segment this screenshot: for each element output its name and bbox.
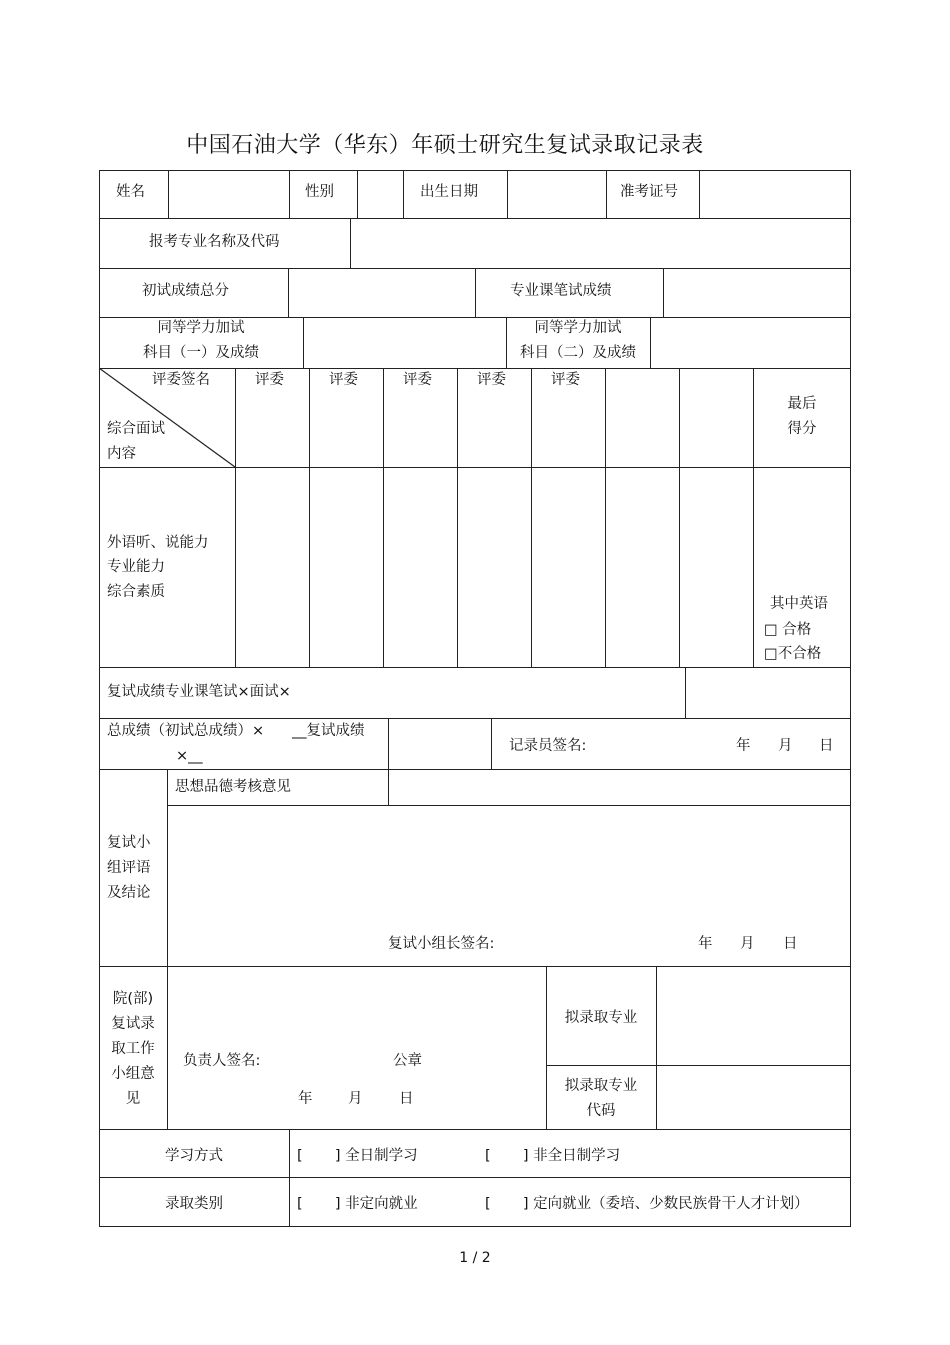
dept-label-line5: 见	[125, 1091, 141, 1107]
english-label: 其中英语	[770, 596, 828, 612]
col-divider	[383, 368, 384, 667]
row-divider	[168, 805, 851, 806]
col-divider	[289, 170, 290, 218]
admit-code-line2: 代码	[586, 1103, 616, 1119]
col-divider	[475, 268, 476, 317]
row-divider	[99, 667, 851, 668]
col-divider	[531, 368, 532, 667]
col-divider	[699, 170, 700, 218]
study-mode-label: 学习方式	[165, 1148, 223, 1164]
row-divider	[99, 218, 851, 219]
english-fail-checkbox[interactable]: □不合格	[764, 646, 822, 662]
retest-score-label: 复试成绩专业课笔试×面试×	[107, 684, 291, 700]
row-divider	[99, 1177, 851, 1178]
col-divider	[388, 718, 389, 769]
major-name-code-label: 报考专业名称及代码	[149, 234, 280, 250]
name-label: 姓名	[116, 184, 145, 200]
row-divider	[99, 769, 851, 770]
total-score-line1a: 总成绩（初试总成绩）×	[107, 723, 265, 739]
col-divider	[168, 170, 169, 218]
col-divider	[403, 170, 404, 218]
row-divider	[99, 1129, 851, 1130]
seal-label: 公章	[393, 1053, 422, 1069]
col-divider	[388, 769, 389, 805]
ability-line2: 专业能力	[107, 559, 165, 575]
extra-subject-1-line1: 同等学力加试	[157, 320, 245, 336]
col-divider	[289, 1129, 290, 1227]
date-month: 月	[778, 738, 793, 754]
col-divider	[663, 268, 664, 317]
group-label-line3: 及结论	[107, 885, 151, 901]
date-year: 年	[698, 936, 713, 952]
judge-label: 评委	[551, 372, 580, 388]
part-time-option[interactable]: [ ] 非全日制学习	[485, 1148, 621, 1164]
ability-line3: 综合素质	[107, 584, 165, 600]
gender-label: 性别	[305, 184, 334, 200]
birth-date-label: 出生日期	[420, 184, 478, 200]
date-month: 月	[348, 1091, 363, 1107]
english-pass-checkbox[interactable]: □ 合格	[764, 622, 812, 638]
judge-label: 评委	[477, 372, 506, 388]
row-divider	[546, 1065, 851, 1066]
judge-label: 评委	[329, 372, 358, 388]
col-divider	[491, 718, 492, 769]
admit-type-label: 录取类别	[165, 1196, 223, 1212]
date-year: 年	[736, 738, 751, 754]
full-time-option[interactable]: [ ] 全日制学习	[297, 1148, 418, 1164]
group-label-line2: 组评语	[107, 860, 151, 876]
page-number: 1 / 2	[459, 1250, 491, 1266]
extra-subject-2-line1: 同等学力加试	[534, 320, 622, 336]
dept-label-line1: 院(部)	[112, 991, 154, 1007]
date-day: 日	[819, 738, 834, 754]
col-divider	[167, 769, 168, 966]
col-divider	[309, 368, 310, 667]
col-divider	[685, 667, 686, 718]
form-title: 中国石油大学（华东）年硕士研究生复试录取记录表	[186, 133, 704, 158]
row-divider	[99, 966, 851, 967]
owner-sign-label: 负责人签名:	[183, 1053, 261, 1069]
col-divider	[357, 170, 358, 218]
extra-subject-1-line2: 科目（一）及成绩	[143, 345, 259, 361]
date-year: 年	[298, 1091, 313, 1107]
judge-sign-label: 评委签名	[152, 372, 210, 388]
major-written-label: 专业课笔试成绩	[510, 283, 612, 299]
directed-option[interactable]: [ ] 定向就业（委培、少数民族骨干人才计划）	[485, 1196, 809, 1212]
col-divider	[605, 368, 606, 667]
interview-content-line2: 内容	[107, 446, 136, 462]
non-directed-option[interactable]: [ ] 非定向就业	[297, 1196, 418, 1212]
col-divider	[606, 170, 607, 218]
col-divider	[288, 268, 289, 317]
moral-review-label: 思想品德考核意见	[175, 779, 291, 795]
dept-label-line3: 取工作	[111, 1041, 155, 1057]
date-day: 日	[783, 936, 798, 952]
date-month: 月	[740, 936, 755, 952]
group-leader-sign-label: 复试小组长签名:	[388, 936, 495, 952]
dept-label-line4: 小组意	[111, 1066, 155, 1082]
col-divider	[679, 368, 680, 667]
group-label-line1: 复试小	[107, 835, 151, 851]
date-day: 日	[399, 1091, 414, 1107]
col-divider	[457, 368, 458, 667]
final-score-line2: 得分	[787, 421, 817, 437]
col-divider	[656, 966, 657, 1129]
judge-label: 评委	[255, 372, 284, 388]
initial-total-label: 初试成绩总分	[142, 283, 229, 299]
col-divider	[167, 966, 168, 1129]
col-divider	[350, 218, 351, 268]
total-score-line2: ×__	[176, 748, 203, 764]
extra-subject-2-line2: 科目（二）及成绩	[520, 345, 636, 361]
exam-number-label: 准考证号	[620, 184, 678, 200]
interview-content-line1: 综合面试	[107, 421, 165, 437]
col-divider	[650, 317, 651, 368]
dept-label-line2: 复试录	[111, 1016, 155, 1032]
final-score-line1: 最后	[787, 396, 817, 412]
recorder-sign-label: 记录员签名:	[509, 738, 587, 754]
admit-major-label: 拟录取专业	[564, 1010, 638, 1026]
col-divider	[303, 317, 304, 368]
row-divider	[99, 718, 851, 719]
admit-code-line1: 拟录取专业	[564, 1078, 638, 1094]
total-score-line1b: __复试成绩	[292, 723, 365, 739]
judge-label: 评委	[403, 372, 432, 388]
ability-line1: 外语听、说能力	[107, 535, 209, 551]
col-divider	[507, 170, 508, 218]
